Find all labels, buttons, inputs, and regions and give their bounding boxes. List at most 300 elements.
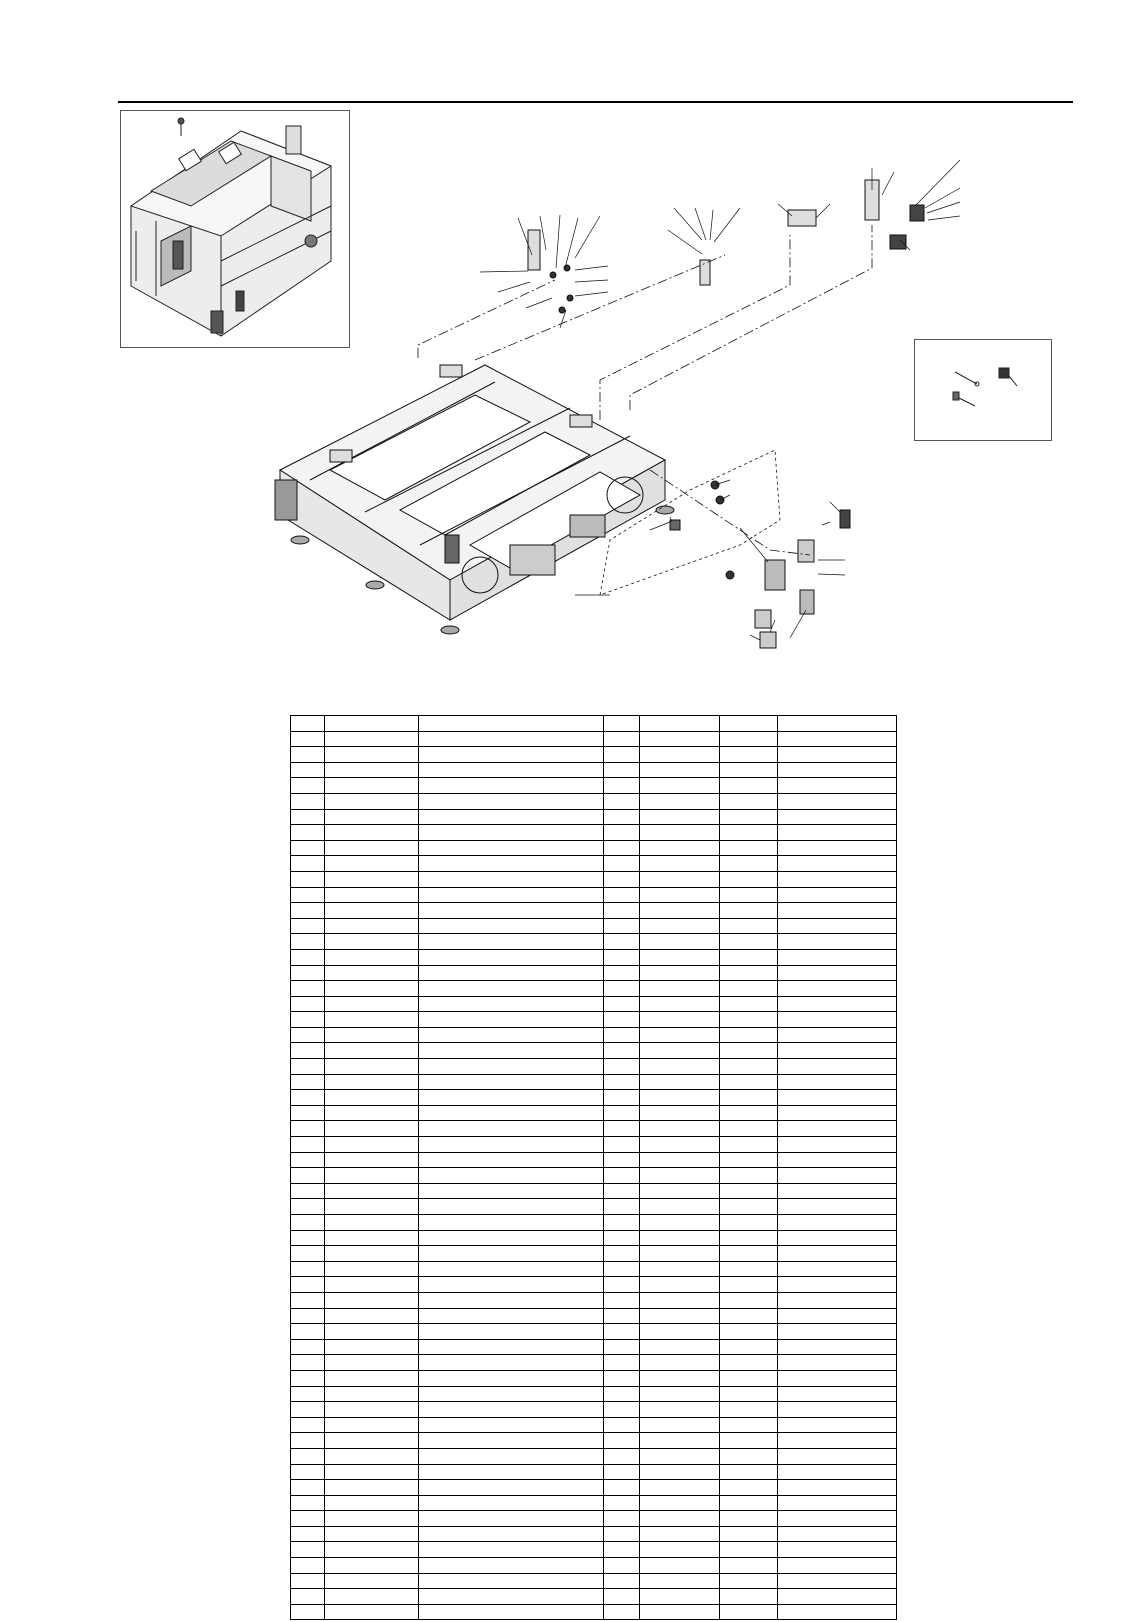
- table-cell: [419, 934, 604, 950]
- table-row: [291, 1183, 897, 1199]
- table-cell: [640, 1542, 720, 1558]
- table-cell: [325, 1448, 419, 1464]
- table-cell: [720, 1480, 778, 1496]
- table-cell: [325, 1230, 419, 1246]
- table-row: [291, 1339, 897, 1355]
- table-cell: [604, 934, 640, 950]
- table-cell: [325, 887, 419, 903]
- table-cell: [604, 1324, 640, 1340]
- table-cell: [325, 1059, 419, 1075]
- table-cell: [419, 903, 604, 919]
- table-cell: [778, 762, 897, 778]
- table-cell: [640, 1464, 720, 1480]
- table-cell: [720, 918, 778, 934]
- table-cell: [291, 1573, 325, 1589]
- table-cell: [640, 778, 720, 794]
- table-cell: [419, 856, 604, 872]
- table-cell: [325, 1511, 419, 1527]
- table-cell: [640, 825, 720, 841]
- table-cell: [604, 1043, 640, 1059]
- table-cell: [419, 1012, 604, 1028]
- table-cell: [604, 1105, 640, 1121]
- table-cell: [720, 934, 778, 950]
- table-cell: [419, 949, 604, 965]
- table-cell: [640, 1074, 720, 1090]
- table-cell: [604, 918, 640, 934]
- table-cell: [325, 1027, 419, 1043]
- table-cell: [604, 809, 640, 825]
- table-row: [291, 1277, 897, 1293]
- table-row: [291, 871, 897, 887]
- table-cell: [419, 1511, 604, 1527]
- table-cell: [604, 1261, 640, 1277]
- table-row: [291, 1121, 897, 1137]
- table-cell: [778, 1448, 897, 1464]
- table-cell: [419, 1402, 604, 1418]
- table-cell: [604, 1277, 640, 1293]
- table-cell: [604, 1168, 640, 1184]
- table-cell: [604, 1386, 640, 1402]
- table-cell: [640, 1386, 720, 1402]
- table-cell: [640, 1246, 720, 1262]
- table-cell: [291, 1043, 325, 1059]
- table-cell: [419, 1308, 604, 1324]
- table-cell: [325, 856, 419, 872]
- table-cell: [291, 809, 325, 825]
- table-cell: [325, 934, 419, 950]
- table-row: [291, 934, 897, 950]
- table-cell: [325, 1370, 419, 1386]
- table-cell: [640, 981, 720, 997]
- table-cell: [604, 731, 640, 747]
- table-cell: [720, 1448, 778, 1464]
- table-cell: [325, 1589, 419, 1605]
- table-cell: [291, 996, 325, 1012]
- table-cell: [291, 1589, 325, 1605]
- table-cell: [325, 1417, 419, 1433]
- table-cell: [291, 1402, 325, 1418]
- table-cell: [640, 1215, 720, 1231]
- table-cell: [640, 1012, 720, 1028]
- table-row: [291, 778, 897, 794]
- table-cell: [720, 1526, 778, 1542]
- table-header-cell: [419, 716, 604, 732]
- table-cell: [720, 1199, 778, 1215]
- table-cell: [720, 1230, 778, 1246]
- table-cell: [604, 1230, 640, 1246]
- table-cell: [778, 1542, 897, 1558]
- table-cell: [419, 1152, 604, 1168]
- table-cell: [291, 778, 325, 794]
- table-row: [291, 1043, 897, 1059]
- table-cell: [291, 1059, 325, 1075]
- table-cell: [291, 1542, 325, 1558]
- table-cell: [640, 965, 720, 981]
- table-cell: [720, 1043, 778, 1059]
- table-cell: [720, 1261, 778, 1277]
- table-cell: [604, 1589, 640, 1605]
- table-row: [291, 809, 897, 825]
- table-cell: [291, 1152, 325, 1168]
- table-cell: [604, 762, 640, 778]
- table-cell: [640, 1589, 720, 1605]
- table-cell: [640, 1105, 720, 1121]
- table-cell: [720, 778, 778, 794]
- table-cell: [325, 1043, 419, 1059]
- table-cell: [291, 1417, 325, 1433]
- table-cell: [325, 1105, 419, 1121]
- table-cell: [604, 1215, 640, 1231]
- table-row: [291, 1495, 897, 1511]
- table-cell: [778, 856, 897, 872]
- table-cell: [325, 1292, 419, 1308]
- table-cell: [720, 1573, 778, 1589]
- table-cell: [720, 1246, 778, 1262]
- table-row: [291, 1542, 897, 1558]
- table-cell: [720, 840, 778, 856]
- table-row: [291, 1292, 897, 1308]
- table-row: [291, 1246, 897, 1262]
- table-cell: [720, 1090, 778, 1106]
- table-cell: [640, 1339, 720, 1355]
- table-cell: [291, 1012, 325, 1028]
- table-cell: [419, 1199, 604, 1215]
- table-row: [291, 1308, 897, 1324]
- table-cell: [778, 840, 897, 856]
- table-cell: [604, 949, 640, 965]
- table-cell: [325, 840, 419, 856]
- table-row: [291, 1526, 897, 1542]
- table-cell: [291, 1027, 325, 1043]
- table-cell: [604, 1292, 640, 1308]
- table-cell: [419, 1542, 604, 1558]
- table-cell: [778, 1246, 897, 1262]
- table-cell: [291, 840, 325, 856]
- parts-table-body: [291, 731, 897, 1620]
- table-cell: [604, 1355, 640, 1371]
- table-cell: [778, 1027, 897, 1043]
- table-row: [291, 965, 897, 981]
- table-cell: [720, 1308, 778, 1324]
- table-cell: [604, 1137, 640, 1153]
- table-cell: [640, 1043, 720, 1059]
- table-cell: [778, 793, 897, 809]
- table-cell: [720, 1589, 778, 1605]
- table-row: [291, 1448, 897, 1464]
- table-cell: [604, 747, 640, 763]
- table-header-cell: [640, 716, 720, 732]
- table-cell: [419, 1168, 604, 1184]
- table-cell: [325, 1121, 419, 1137]
- table-row: [291, 1417, 897, 1433]
- table-cell: [640, 1558, 720, 1574]
- table-cell: [604, 840, 640, 856]
- table-cell: [778, 1043, 897, 1059]
- table-cell: [720, 1059, 778, 1075]
- table-cell: [640, 1433, 720, 1449]
- table-cell: [640, 1137, 720, 1153]
- table-cell: [778, 1324, 897, 1340]
- table-cell: [325, 1277, 419, 1293]
- table-cell: [291, 918, 325, 934]
- table-cell: [640, 996, 720, 1012]
- table-cell: [325, 1464, 419, 1480]
- table-cell: [419, 1464, 604, 1480]
- table-cell: [640, 1090, 720, 1106]
- table-cell: [419, 981, 604, 997]
- table-cell: [640, 871, 720, 887]
- table-cell: [419, 1480, 604, 1496]
- table-cell: [778, 1604, 897, 1620]
- table-cell: [604, 887, 640, 903]
- table-cell: [640, 747, 720, 763]
- table-cell: [604, 1604, 640, 1620]
- table-cell: [291, 793, 325, 809]
- table-cell: [419, 1355, 604, 1371]
- table-header-cell: [720, 716, 778, 732]
- table-cell: [604, 1090, 640, 1106]
- table-row: [291, 840, 897, 856]
- table-cell: [720, 1121, 778, 1137]
- table-cell: [720, 965, 778, 981]
- table-row: [291, 1355, 897, 1371]
- table-header-cell: [291, 716, 325, 732]
- table-cell: [325, 731, 419, 747]
- table-cell: [640, 1152, 720, 1168]
- header-rule: [118, 101, 1073, 103]
- table-cell: [291, 825, 325, 841]
- table-cell: [720, 1277, 778, 1293]
- table-cell: [419, 1121, 604, 1137]
- table-cell: [325, 1324, 419, 1340]
- table-cell: [291, 1558, 325, 1574]
- table-cell: [604, 1074, 640, 1090]
- table-cell: [778, 1433, 897, 1449]
- table-cell: [325, 1604, 419, 1620]
- table-cell: [419, 840, 604, 856]
- table-row: [291, 1386, 897, 1402]
- table-cell: [325, 1012, 419, 1028]
- table-cell: [419, 1074, 604, 1090]
- table-cell: [778, 1230, 897, 1246]
- table-cell: [778, 1152, 897, 1168]
- table-cell: [640, 1480, 720, 1496]
- table-cell: [325, 1246, 419, 1262]
- table-cell: [291, 1199, 325, 1215]
- table-cell: [325, 1433, 419, 1449]
- table-cell: [291, 1074, 325, 1090]
- table-cell: [419, 1324, 604, 1340]
- table-cell: [720, 1012, 778, 1028]
- table-row: [291, 1261, 897, 1277]
- table-header-row: [291, 716, 897, 732]
- table-cell: [604, 1495, 640, 1511]
- table-cell: [778, 1558, 897, 1574]
- table-cell: [640, 1495, 720, 1511]
- table-cell: [291, 1292, 325, 1308]
- table-cell: [325, 1074, 419, 1090]
- table-cell: [604, 1152, 640, 1168]
- table-cell: [778, 1355, 897, 1371]
- table-row: [291, 903, 897, 919]
- table-cell: [419, 1339, 604, 1355]
- table-cell: [640, 1448, 720, 1464]
- table-cell: [291, 1355, 325, 1371]
- table-cell: [640, 918, 720, 934]
- table-cell: [720, 1355, 778, 1371]
- table-cell: [325, 965, 419, 981]
- table-cell: [778, 1370, 897, 1386]
- table-row: [291, 793, 897, 809]
- table-cell: [604, 1370, 640, 1386]
- table-cell: [291, 1246, 325, 1262]
- table-cell: [720, 1168, 778, 1184]
- table-cell: [778, 1495, 897, 1511]
- table-cell: [325, 1480, 419, 1496]
- table-cell: [291, 1511, 325, 1527]
- table-cell: [291, 1464, 325, 1480]
- table-cell: [720, 1558, 778, 1574]
- table-row: [291, 1168, 897, 1184]
- table-cell: [419, 1246, 604, 1262]
- table-row: [291, 747, 897, 763]
- table-row: [291, 1059, 897, 1075]
- table-cell: [720, 1464, 778, 1480]
- table-cell: [419, 731, 604, 747]
- table-cell: [419, 778, 604, 794]
- table-cell: [291, 731, 325, 747]
- table-cell: [419, 1589, 604, 1605]
- table-cell: [778, 1308, 897, 1324]
- table-cell: [325, 825, 419, 841]
- table-cell: [325, 1558, 419, 1574]
- table-cell: [419, 887, 604, 903]
- table-cell: [720, 856, 778, 872]
- table-cell: [604, 981, 640, 997]
- table-cell: [291, 1168, 325, 1184]
- table-cell: [720, 747, 778, 763]
- table-cell: [604, 1246, 640, 1262]
- table-cell: [640, 1261, 720, 1277]
- table-cell: [291, 1261, 325, 1277]
- table-cell: [604, 1480, 640, 1496]
- table-cell: [640, 1183, 720, 1199]
- table-cell: [325, 1168, 419, 1184]
- table-row: [291, 1464, 897, 1480]
- table-cell: [720, 996, 778, 1012]
- table-cell: [419, 1137, 604, 1153]
- table-cell: [778, 1168, 897, 1184]
- table-cell: [720, 1324, 778, 1340]
- table-cell: [291, 1277, 325, 1293]
- table-cell: [720, 887, 778, 903]
- table-cell: [604, 1199, 640, 1215]
- table-cell: [325, 903, 419, 919]
- table-cell: [778, 1012, 897, 1028]
- table-cell: [720, 1542, 778, 1558]
- table-cell: [604, 1526, 640, 1542]
- table-row: [291, 996, 897, 1012]
- table-cell: [325, 1199, 419, 1215]
- table-cell: [778, 1105, 897, 1121]
- table-cell: [291, 1495, 325, 1511]
- table-header-cell: [778, 716, 897, 732]
- table-cell: [778, 981, 897, 997]
- table-cell: [640, 1370, 720, 1386]
- table-row: [291, 1105, 897, 1121]
- table-cell: [778, 1511, 897, 1527]
- table-cell: [640, 1292, 720, 1308]
- table-cell: [419, 1027, 604, 1043]
- table-row: [291, 1558, 897, 1574]
- table-cell: [325, 1355, 419, 1371]
- table-cell: [604, 1402, 640, 1418]
- table-cell: [604, 871, 640, 887]
- table-cell: [720, 1433, 778, 1449]
- table-cell: [604, 793, 640, 809]
- table-cell: [419, 1448, 604, 1464]
- table-cell: [325, 1402, 419, 1418]
- table-cell: [325, 809, 419, 825]
- table-cell: [720, 809, 778, 825]
- table-row: [291, 1324, 897, 1340]
- table-cell: [778, 1480, 897, 1496]
- table-cell: [720, 1027, 778, 1043]
- table-cell: [419, 1573, 604, 1589]
- table-cell: [640, 1308, 720, 1324]
- table-cell: [778, 1589, 897, 1605]
- table-cell: [604, 1464, 640, 1480]
- table-cell: [291, 871, 325, 887]
- table-cell: [720, 1137, 778, 1153]
- table-cell: [419, 1105, 604, 1121]
- table-cell: [325, 1215, 419, 1231]
- table-row: [291, 1152, 897, 1168]
- table-cell: [640, 856, 720, 872]
- table-cell: [720, 1511, 778, 1527]
- table-cell: [720, 1370, 778, 1386]
- table-row: [291, 856, 897, 872]
- table-cell: [604, 1027, 640, 1043]
- table-cell: [604, 1339, 640, 1355]
- table-cell: [720, 981, 778, 997]
- table-cell: [720, 793, 778, 809]
- table-row: [291, 981, 897, 997]
- table-cell: [325, 981, 419, 997]
- table-cell: [720, 871, 778, 887]
- table-cell: [640, 1027, 720, 1043]
- table-cell: [291, 1183, 325, 1199]
- table-cell: [778, 809, 897, 825]
- table-cell: [291, 1090, 325, 1106]
- table-cell: [604, 965, 640, 981]
- table-row: [291, 1074, 897, 1090]
- table-cell: [419, 1526, 604, 1542]
- table-cell: [419, 1417, 604, 1433]
- table-cell: [640, 1573, 720, 1589]
- table-cell: [419, 1090, 604, 1106]
- table-cell: [720, 1152, 778, 1168]
- table-cell: [778, 731, 897, 747]
- table-cell: [778, 887, 897, 903]
- table-cell: [325, 1573, 419, 1589]
- table-cell: [720, 1495, 778, 1511]
- table-cell: [778, 871, 897, 887]
- table-cell: [604, 1433, 640, 1449]
- table-cell: [640, 1324, 720, 1340]
- table-cell: [720, 1402, 778, 1418]
- table-cell: [640, 793, 720, 809]
